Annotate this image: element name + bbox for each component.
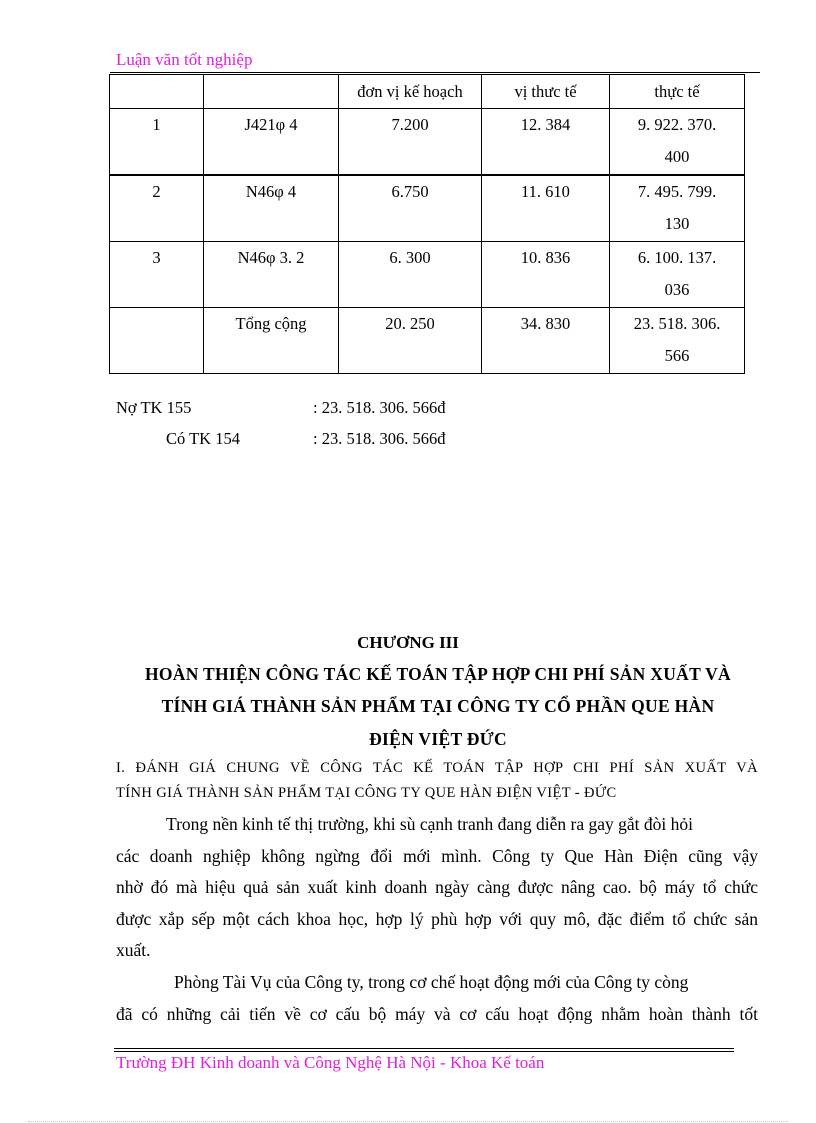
debit-value: : 23. 518. 306. 566đ	[313, 398, 446, 417]
footer-rule	[114, 1048, 734, 1049]
actual-line: 9. 922. 370.	[637, 115, 717, 134]
actual-line: 7. 495. 799.	[637, 182, 717, 201]
table-cell-actual-unit: 34. 830	[482, 308, 610, 374]
actual-line: 566	[664, 346, 690, 365]
paragraph-line: các doanh nghiệp không ngừng đổi mới mình. Công ty Que Hàn Điện cũng vậy	[116, 846, 758, 866]
table-header-cell	[204, 75, 339, 109]
table-cell-actual	[610, 242, 745, 308]
footer-text: Trường ĐH Kinh doanh và Công Nghệ Hà Nội - Khoa Kế toán	[116, 1053, 545, 1072]
footer-rule	[114, 1051, 734, 1052]
cost-table	[109, 74, 745, 374]
table-cell-stt	[110, 308, 204, 374]
header-rule	[110, 72, 760, 73]
paragraph-line: Trong nền kinh tế thị trường, khi sù cạnh tranh đang diễn ra gay gắt đòi hỏi	[166, 814, 693, 834]
paragraph-line: được xắp sếp một cách khoa học, hợp lý phù hợp với quy mô, đặc điểm tổ chức sản	[116, 909, 758, 929]
table-cell-name: N46φ 3. 2	[204, 242, 339, 308]
chapter-title-line: ĐIỆN VIỆT ĐỨC	[369, 729, 507, 749]
section-title-line: I. ĐÁNH GIÁ CHUNG VỀ CÔNG TÁC KẾ TOÁN TẬP HỢP CHI PHÍ SẢN XUẤT VÀ	[116, 760, 758, 776]
table-cell-actual-unit: 10. 836	[482, 242, 610, 308]
table-cell-name: N46φ 4	[204, 175, 339, 242]
debit-label: Nợ TK 155	[116, 398, 192, 417]
section-title-line: TÍNH GIÁ THÀNH SẢN PHẨM TẠI CÔNG TY QUE HÀN ĐIỆN VIỆT - ĐỨC	[116, 785, 617, 801]
table-cell-stt: 2	[110, 175, 204, 242]
table-cell-name: J421φ 4	[204, 109, 339, 176]
table-cell-actual	[610, 109, 745, 176]
chapter-title-line: HOÀN THIỆN CÔNG TÁC KẾ TOÁN TẬP HỢP CHI PHÍ SẢN XUẤT VÀ	[144, 664, 731, 684]
table-header-cell: thực tế	[610, 75, 745, 109]
table-cell-plan: 6.750	[339, 175, 482, 242]
table-cell-actual	[610, 175, 745, 242]
table-cell-stt: 1	[110, 109, 204, 176]
table-header-cell: đơn vị kế hoạch	[339, 75, 482, 109]
chapter-title-line: TÍNH GIÁ THÀNH SẢN PHẨM TẠI CÔNG TY CỔ PHẦN QUE HÀN	[161, 696, 715, 716]
actual-line: 036	[664, 280, 690, 299]
table-row	[110, 175, 745, 242]
paragraph-line: xuất.	[116, 940, 151, 960]
table-cell-plan: 20. 250	[339, 308, 482, 374]
table-cell-name: Tổng cộng	[204, 308, 339, 374]
table-row	[110, 109, 745, 176]
credit-value: : 23. 518. 306. 566đ	[313, 429, 446, 448]
table-cell-stt: 3	[110, 242, 204, 308]
page-edge	[28, 1121, 788, 1122]
actual-line: 23. 518. 306.	[633, 314, 721, 333]
table-row	[110, 242, 745, 308]
credit-label: Có TK 154	[166, 429, 240, 448]
table-total-row	[110, 308, 745, 374]
table-cell-actual	[610, 308, 745, 374]
actual-line: 400	[664, 147, 690, 166]
paragraph-line: đã có những cải tiến về cơ cấu bộ máy và cơ cấu hoạt động nhằm hoàn thành tốt	[116, 1004, 758, 1024]
table-header-cell: vị thưc tế	[482, 75, 610, 109]
table-cell-plan: 6. 300	[339, 242, 482, 308]
actual-line: 6. 100. 137.	[637, 248, 717, 267]
paragraph-line: nhờ đó mà hiệu quả sản xuất kinh doanh ngày càng được nâng cao. bộ máy tổ chức	[116, 877, 758, 897]
paragraph-line: Phòng Tài Vụ của Công ty, trong cơ chế hoạt động mới của Công ty còng	[174, 972, 689, 992]
table-header-row	[110, 75, 745, 109]
table-cell-actual-unit: 11. 610	[482, 175, 610, 242]
table-header-cell	[110, 75, 204, 109]
chapter-number: CHƯƠNG III	[357, 633, 459, 652]
table-cell-actual-unit: 12. 384	[482, 109, 610, 176]
table-cell-plan: 7.200	[339, 109, 482, 176]
actual-line: 130	[664, 214, 690, 233]
header-title: Luận văn tốt nghiệp	[116, 50, 253, 69]
